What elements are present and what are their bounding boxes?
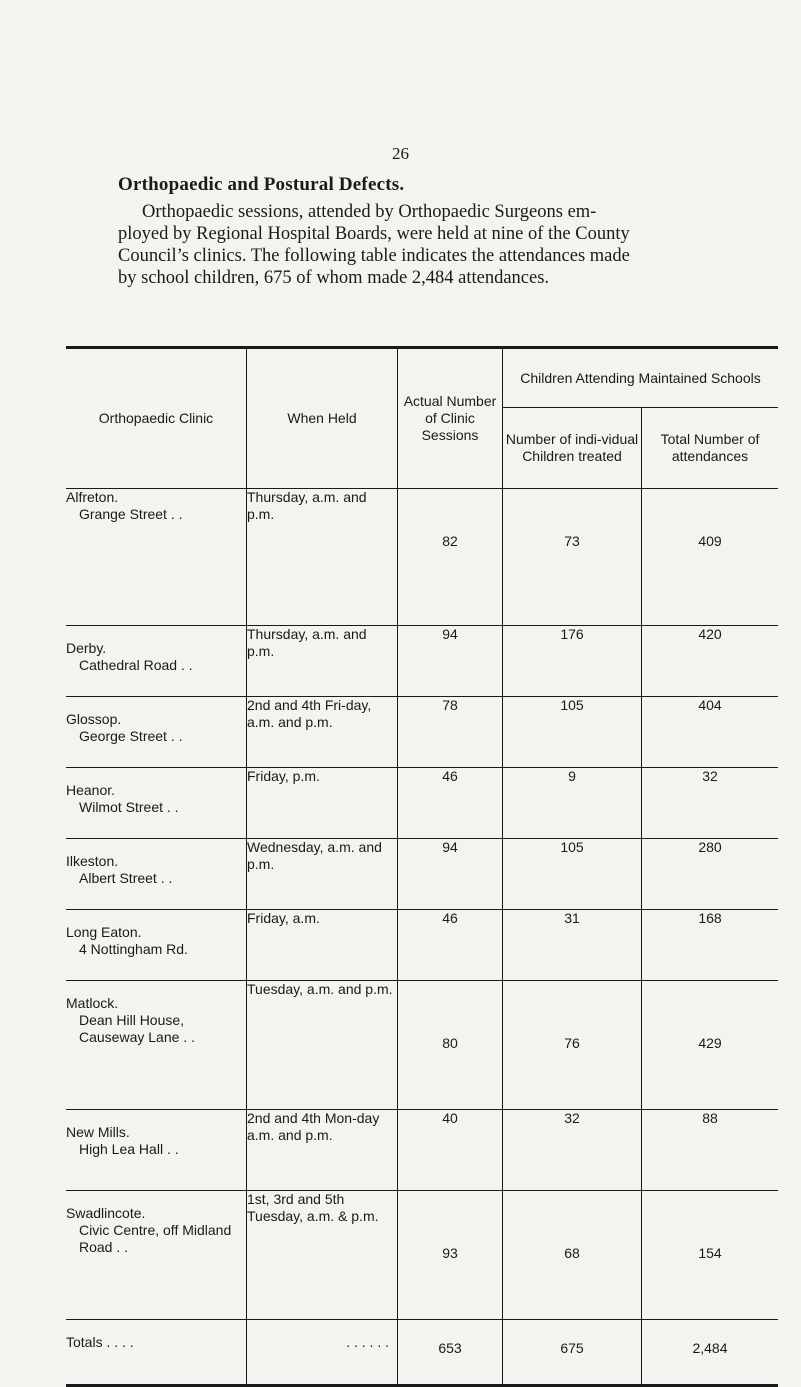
clinic-address: George Street . .: [79, 728, 183, 744]
clinic-address: Civic Centre, off Midland Road . .: [79, 1222, 232, 1255]
table-row: [66, 839, 778, 910]
sessions-cell: 82: [398, 489, 503, 626]
children-cell: 73: [503, 489, 642, 626]
page-number: 26: [392, 144, 409, 163]
section-heading: Orthopaedic and Postural Defects.: [118, 174, 405, 195]
when-held-cell: Friday, p.m.: [247, 768, 398, 839]
clinic-address: Cathedral Road . .: [79, 657, 193, 673]
attendances-cell: 429: [642, 981, 779, 1110]
intro-line: by school children, 675 of whom made 2,484 attendances.: [118, 268, 550, 288]
clinic-cell: [66, 910, 247, 981]
children-cell: 31: [503, 910, 642, 981]
sessions-cell: 46: [398, 910, 503, 981]
sessions-cell: 94: [398, 839, 503, 910]
intro-line: ployed by Regional Hospital Boards, were held at nine of the County: [118, 224, 630, 244]
clinic-name: Swadlincote.: [66, 1205, 146, 1221]
orthopaedic-clinics-table: [66, 346, 778, 1387]
clinic-cell: [66, 768, 247, 839]
clinic-name: Ilkeston.: [66, 853, 119, 869]
header-clinic: Orthopaedic Clinic: [66, 348, 247, 489]
attendances-cell: 404: [642, 697, 779, 768]
clinic-cell: [66, 1191, 247, 1320]
sessions-cell: 46: [398, 768, 503, 839]
when-held-cell: 2nd and 4th Mon-day a.m. and p.m.: [247, 1110, 398, 1191]
sessions-cell: 93: [398, 1191, 503, 1320]
clinic-name: Long Eaton.: [66, 924, 142, 940]
when-held-cell: Friday, a.m.: [247, 910, 398, 981]
totals-attendances: 2,484: [642, 1320, 779, 1386]
attendances-cell: 154: [642, 1191, 779, 1320]
clinic-name: Alfreton.: [66, 489, 119, 505]
clinic-address: Albert Street . .: [79, 870, 173, 886]
table-row: [66, 1110, 778, 1191]
sessions-cell: 40: [398, 1110, 503, 1191]
totals-label: Totals . . . .: [66, 1320, 247, 1386]
clinic-name: Matlock.: [66, 995, 119, 1011]
clinic-address: 4 Nottingham Rd.: [79, 941, 188, 957]
header-when-held: When Held: [247, 348, 398, 489]
clinic-name: Glossop.: [66, 711, 122, 727]
when-held-cell: 1st, 3rd and 5th Tuesday, a.m. & p.m.: [247, 1191, 398, 1320]
clinic-name: New Mills.: [66, 1124, 130, 1140]
intro-line: Orthopaedic sessions, attended by Orthopaedic Surgeons em-: [142, 202, 597, 222]
clinic-cell: [66, 1110, 247, 1191]
table-row: [66, 981, 778, 1110]
intro-line: Council’s clinics. The following table indicates the attendances made: [118, 246, 630, 266]
clinic-name: Derby.: [66, 640, 107, 656]
table-row: [66, 626, 778, 697]
attendances-cell: 168: [642, 910, 779, 981]
table-row: [66, 768, 778, 839]
attendances-cell: 280: [642, 839, 779, 910]
children-cell: 68: [503, 1191, 642, 1320]
when-held-cell: Thursday, a.m. and p.m.: [247, 489, 398, 626]
clinic-cell: [66, 697, 247, 768]
header-actual-sessions: Actual Number of Clinic Sessions: [398, 348, 503, 489]
clinic-address: Grange Street . .: [79, 506, 183, 522]
header-number-children: Number of indi-vidual Children treated: [503, 408, 642, 489]
children-cell: 76: [503, 981, 642, 1110]
totals-row: [66, 1320, 778, 1386]
clinic-cell: [66, 839, 247, 910]
attendances-cell: 32: [642, 768, 779, 839]
when-held-cell: Thursday, a.m. and p.m.: [247, 626, 398, 697]
header-children-group: Children Attending Maintained Schools: [503, 348, 779, 408]
intro-paragraph: [118, 201, 758, 289]
clinic-cell: [66, 626, 247, 697]
totals-when: . . . . . .: [247, 1320, 398, 1386]
clinic-address: Wilmot Street . .: [79, 799, 179, 815]
when-held-cell: Tuesday, a.m. and p.m.: [247, 981, 398, 1110]
attendances-cell: 409: [642, 489, 779, 626]
header-total-attendances: Total Number of attendances: [642, 408, 779, 489]
children-cell: 105: [503, 839, 642, 910]
clinic-cell: [66, 981, 247, 1110]
children-cell: 176: [503, 626, 642, 697]
children-cell: 32: [503, 1110, 642, 1191]
when-held-cell: 2nd and 4th Fri-day, a.m. and p.m.: [247, 697, 398, 768]
when-held-cell: Wednesday, a.m. and p.m.: [247, 839, 398, 910]
clinic-address: Dean Hill House, Causeway Lane . .: [79, 1012, 195, 1045]
children-cell: 105: [503, 697, 642, 768]
sessions-cell: 80: [398, 981, 503, 1110]
table-row: [66, 697, 778, 768]
attendances-cell: 420: [642, 626, 779, 697]
children-cell: 9: [503, 768, 642, 839]
attendances-cell: 88: [642, 1110, 779, 1191]
table-row: [66, 910, 778, 981]
table-row: [66, 489, 778, 626]
totals-children: 675: [503, 1320, 642, 1386]
clinic-name: Heanor.: [66, 782, 116, 798]
totals-sessions: 653: [398, 1320, 503, 1386]
sessions-cell: 78: [398, 697, 503, 768]
table-row: [66, 1191, 778, 1320]
clinic-address: High Lea Hall . .: [79, 1141, 179, 1157]
clinic-cell: [66, 489, 247, 626]
sessions-cell: 94: [398, 626, 503, 697]
